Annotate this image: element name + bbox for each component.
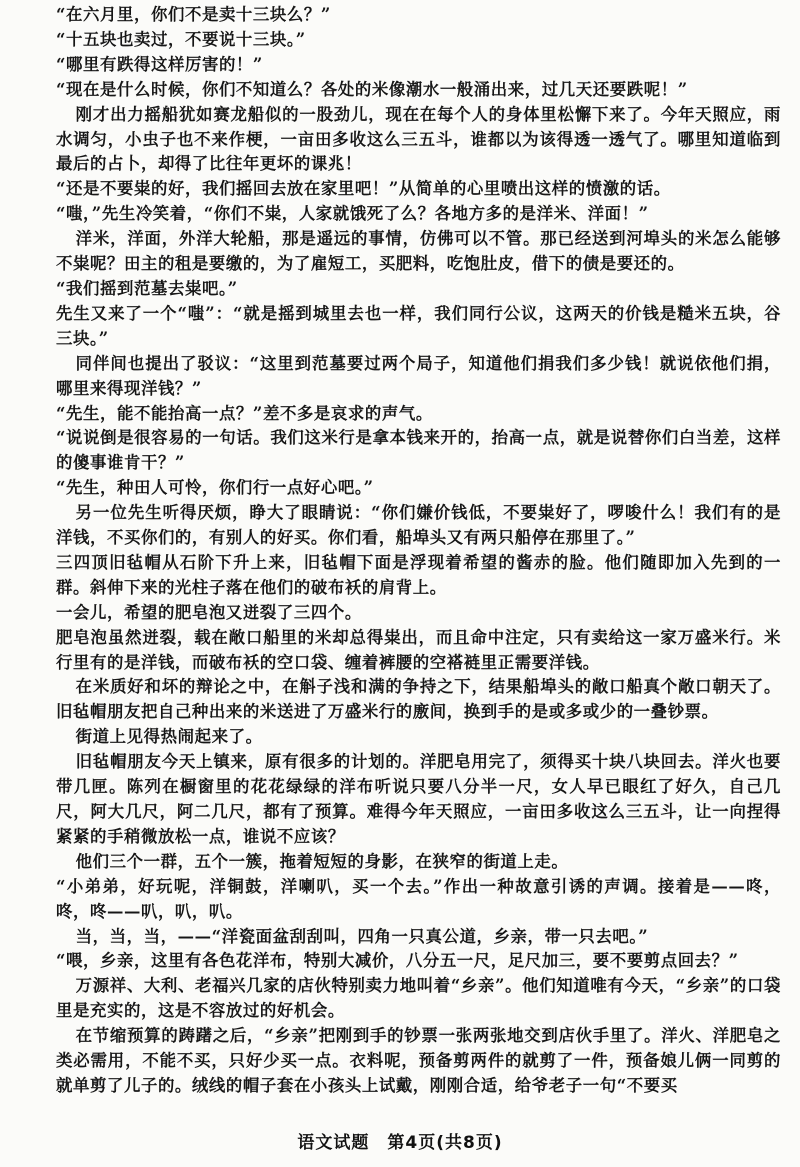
paragraph: 刚才出力摇船犹如赛龙船似的一股劲儿，现在在每个人的身体里松懈下来了。今年天照应，雨水调匀，小虫子也不来作梗，一亩田多收这么三五斗，谁都以为该得透一透气了。哪里知道临到最后的占卜，却得了比往年更坏的课兆！: [56, 104, 781, 174]
paragraph: “嗤，”先生冷笑着，“你们不粜，人家就饿死了么？各地方多的是洋米、洋面！”: [56, 204, 649, 224]
paragraph: 万源祥、大利、老福兴几家的店伙特别卖力地叫着“乡亲”。他们知道唯有今天，“乡亲”的口袋里是充实的，这是不容放过的好机会。: [56, 976, 781, 1021]
paragraph: 肥皂泡虽然迸裂，载在敞口船里的米却总得粜出，而且命中注定，只有卖给这一家万盛米行。米行里有的是洋钱，而破布袄的空口袋、缠着裤腰的空褡裢里正需要洋钱。: [56, 627, 781, 672]
paragraph: 同伴间也提出了驳议：“这里到范墓要过两个局子，知道他们捐我们多少钱！就说依他们捐，哪里来得现洋钱？”: [56, 353, 781, 398]
paragraph: “喂，乡亲，这里有各色花洋布，特别大减价，八分五一尺，足尺加三，要不要剪点回去？”: [56, 951, 739, 971]
paragraph: 旧毡帽朋友今天上镇来，原有很多的计划的。洋肥皂用完了，须得买十块八块回去。洋火也要带几匣。陈列在橱窗里的花花绿绿的洋布听说只要八分半一尺，女人早已眼红了好久，自己几尺，阿大几尺，阿二几尺，都有了预算。难得今年天照应，一亩田多收这么三五斗，让一向捏得紧紧的手稍微放松一点，谁说不应该？: [56, 752, 781, 846]
paragraph: 在节缩预算的踌躇之后，“乡亲”把刚到手的钞票一张两张地交到店伙手里了。洋火、洋肥皂之类必需用，不能不买，只好少买一点。衣料呢，预备剪两件的就剪了一件，预备娘儿俩一同剪的就单剪了儿子的。绒线的帽子套在小孩头上试戴，刚刚合适，给爷老子一句“不要买: [56, 1026, 781, 1095]
paragraph: 在米质好和坏的辩论之中，在斛子浅和满的争持之下，结果船埠头的敞口船真个敞口朝天了。旧毡帽朋友把自己种出来的米送进了万盛米行的廒间，换到手的是或多或少的一叠钞票。: [56, 677, 781, 722]
paragraph: “小弟弟，好玩呢，洋铜鼓，洋喇叭，买一个去。”作出一种故意引诱的声调。接着是——咚，咚，咚——叭，叭，叭。: [56, 876, 781, 921]
paragraph: 先生又来了一个“嗤”：“就是摇到城里去也一样，我们同行公议，这两天的价钱是糙米五块，谷三块。”: [56, 303, 781, 348]
paragraph: “十五块也卖过，不要说十三块。”: [56, 29, 306, 49]
paragraph: 三四顶旧毡帽从石阶下升上来，旧毡帽下面是浮现着希望的酱赤的脸。他们随即加入先到的一群。斜伸下来的光柱子落在他们的破布袄的肩背上。: [56, 552, 781, 597]
passage-text: [56, 3, 781, 1099]
paragraph: 洋米，洋面，外洋大轮船，那是遥远的事情，仿佛可以不管。那已经送到河埠头的米怎么能够不粜呢？田主的租是要缴的，为了雇短工，买肥料，吃饱肚皮，借下的债是要还的。: [56, 229, 781, 274]
paragraph: “现在是什么时候，你们不知道么？各处的米像潮水一般涌出来，过几天还要跌呢！”: [56, 79, 688, 99]
paragraph: “还是不要粜的好，我们摇回去放在家里吧！”从简单的心里喷出这样的愤激的话。: [56, 179, 671, 199]
paragraph: “我们摇到范墓去粜吧。”: [56, 278, 238, 298]
paragraph: “在六月里，你们不是卖十三块么？”: [56, 5, 331, 24]
paragraph: 街道上见得热闹起来了。: [75, 727, 263, 747]
paragraph: 另一位先生听得厌烦，睁大了眼睛说：“你们嫌价钱低，不要粜好了，啰唆什么！我们有的是洋钱，不买你们的，有别人的好买。你们看，船埠头又有两只船停在那里了。”: [56, 503, 781, 548]
paragraph: 一会儿，希望的肥皂泡又迸裂了三四个。: [56, 602, 362, 622]
paragraph: 当，当，当，——“洋瓷面盆刮刮叫，四角一只真公道，乡亲，带一只去吧。”: [75, 926, 649, 946]
paragraph: “说说倒是很容易的一句话。我们这米行是拿本钱来开的，抬高一点，就是说替你们白当差，这样的傻事谁肯干？”: [56, 428, 781, 473]
paragraph: 他们三个一群，五个一簇，拖着短短的身影，在狭窄的街道上走。: [75, 851, 569, 871]
paragraph: “先生，能不能抬高一点？”差不多是哀求的声气。: [56, 403, 433, 423]
page-footer: 语文试题 第4页(共8页): [297, 1133, 503, 1153]
paragraph: “先生，种田人可怜，你们行一点好心吧。”: [56, 478, 374, 498]
paragraph: “哪里有跌得这样厉害的！”: [56, 54, 263, 74]
